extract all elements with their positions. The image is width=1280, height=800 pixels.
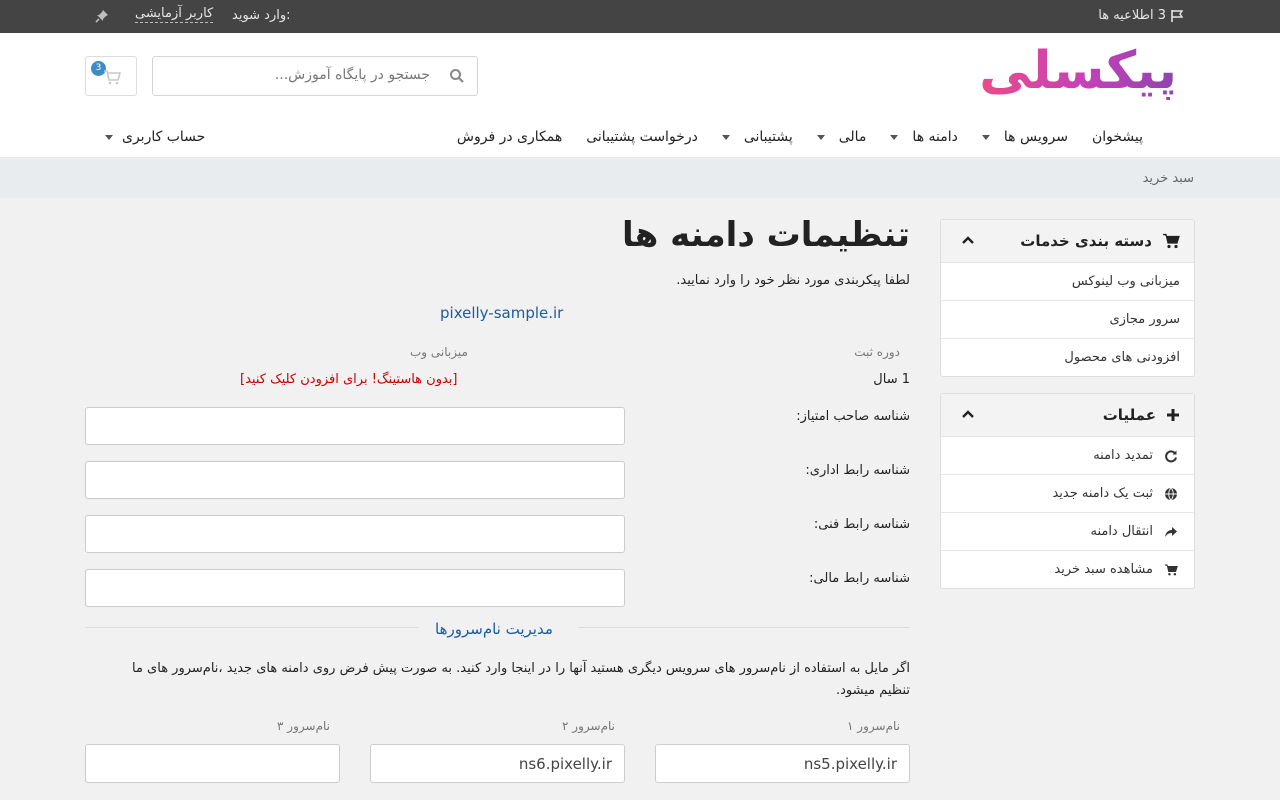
flag-icon: [1170, 9, 1184, 23]
sidebar-item-vps[interactable]: [941, 301, 1194, 339]
admin-contact-id-input[interactable]: [85, 461, 625, 499]
sidebar-item-register-domain[interactable]: [941, 475, 1194, 513]
sidebar-item-label: مشاهده سبد خرید: [1054, 562, 1153, 577]
categories-panel: [940, 219, 1195, 377]
caret-down-icon: [722, 135, 730, 140]
domain-name: pixelly-sample.ir: [440, 304, 564, 322]
sidebar-item-label: انتقال دامنه: [1090, 524, 1153, 539]
nav-item-account[interactable]: [105, 129, 205, 145]
registrant-id-input[interactable]: [85, 407, 625, 445]
caret-down-icon: [105, 135, 113, 140]
nav-label: مالی: [838, 129, 867, 145]
actions-panel: [940, 393, 1195, 589]
nav-item-dashboard[interactable]: [1080, 129, 1155, 145]
nav-label: همکاری در فروش: [456, 129, 563, 145]
nav-item-billing[interactable]: [805, 129, 879, 145]
tech-contact-id-input[interactable]: [85, 515, 625, 553]
chevron-up-icon[interactable]: [961, 409, 975, 419]
nav-label: پیشخوان: [1091, 129, 1143, 145]
ns2-value: ns6.pixelly.ir: [518, 755, 612, 773]
main-nav: [445, 129, 1155, 145]
header: [0, 33, 1280, 158]
nav-label: پشتیبانی: [743, 129, 793, 145]
billing-contact-id-label: شناسه رابط مالی:: [809, 571, 910, 586]
sidebar-item-linux-hosting[interactable]: [941, 263, 1194, 301]
categories-title: دسته بندی خدمات: [1020, 232, 1152, 250]
sidebar-item-label: ثبت یک دامنه جدید: [1052, 486, 1153, 501]
cart-icon: [1162, 233, 1180, 249]
sidebar-item-label: میزبانی وب لینوکس: [1071, 274, 1180, 289]
nav-item-open-ticket[interactable]: [574, 129, 710, 145]
globe-icon: [1164, 487, 1178, 501]
categories-panel-header[interactable]: [941, 220, 1194, 263]
ns2-label: نام‌سرور ۲: [562, 719, 615, 733]
page-subtitle: لطفا پیکربندی مورد نظر خود را وارد نمایید.: [676, 273, 910, 288]
sidebar-item-view-cart[interactable]: [941, 551, 1194, 589]
sidebar-item-label: افزودنی های محصول: [1064, 350, 1180, 365]
nav-label: دامنه ها: [912, 129, 958, 145]
nav-item-affiliates[interactable]: [445, 129, 574, 145]
registrant-id-label: شناسه صاحب امتیاز:: [796, 409, 910, 424]
nav-label: درخواست پشتیبانی: [586, 129, 698, 145]
search-icon: [449, 68, 465, 84]
refresh-icon: [1164, 449, 1178, 463]
share-icon: [1164, 525, 1178, 539]
actions-title: عملیات: [1102, 406, 1156, 424]
chevron-up-icon[interactable]: [961, 235, 975, 245]
nameservers-title: مدیریت نام‌سرورها: [435, 620, 553, 638]
ns1-value: ns5.pixelly.ir: [803, 755, 897, 773]
cart-icon: [103, 69, 121, 85]
nav-label: حساب کاربری: [122, 129, 206, 145]
sidebar-item-label: تمدید دامنه: [1093, 448, 1153, 463]
search-input[interactable]: جستجو در پایگاه آموزش...: [274, 67, 430, 83]
caret-down-icon: [890, 135, 898, 140]
period-label: دوره ثبت: [854, 345, 900, 359]
cart-button[interactable]: [85, 56, 137, 96]
login-user-link[interactable]: کاربر آزمایشی: [135, 6, 214, 21]
logo[interactable]: پیکسلی: [979, 41, 1177, 101]
sidebar-item-transfer-domain[interactable]: [941, 513, 1194, 551]
plus-icon: [1166, 408, 1180, 422]
cart-icon: [1164, 563, 1178, 577]
nameservers-description: اگر مایل به استفاده از نام‌سرور های سرویس دیگری هستید آنها را در اینجا وارد کنید. به صورت پیش فرض روی دامنه های جدید ،نام‌سرور های ما تنظیم میشود.: [132, 661, 910, 698]
ns3-input[interactable]: [85, 744, 340, 783]
top-bar: [0, 0, 1280, 33]
caret-down-icon: [982, 135, 990, 140]
nav-item-domains[interactable]: [878, 129, 969, 145]
sidebar-item-label: سرور مجازی: [1109, 312, 1180, 327]
admin-contact-id-label: شناسه رابط اداری:: [805, 463, 910, 478]
divider: [578, 627, 910, 628]
divider: [85, 627, 418, 628]
ns1-input[interactable]: [655, 744, 910, 783]
notifications-label: 3 اطلاعیه ها: [1098, 8, 1166, 23]
sidebar-item-renew-domain[interactable]: [941, 437, 1194, 475]
login-label: وارد شوید:: [232, 8, 291, 23]
caret-down-icon: [817, 135, 825, 140]
cart-count-badge: 3: [91, 61, 106, 76]
nav-item-support[interactable]: [710, 129, 805, 145]
ns2-input[interactable]: [370, 744, 625, 783]
billing-contact-id-input[interactable]: [85, 569, 625, 607]
search-box[interactable]: [152, 56, 478, 96]
pin-icon[interactable]: [94, 8, 110, 24]
breadcrumb-current: سبد خرید: [1142, 171, 1194, 186]
hosting-label: میزبانی وب: [410, 345, 468, 359]
nav-label: سرویس ها: [1003, 129, 1068, 145]
actions-panel-header[interactable]: [941, 394, 1194, 437]
nav-item-services[interactable]: [970, 129, 1080, 145]
notifications-link[interactable]: [1098, 8, 1184, 23]
tech-contact-id-label: شناسه رابط فنی:: [813, 517, 910, 532]
period-value: 1 سال: [873, 372, 910, 387]
page-title: تنظیمات دامنه ها: [621, 215, 910, 255]
sidebar-item-addons[interactable]: [941, 339, 1194, 377]
ns1-label: نام‌سرور ۱: [847, 719, 900, 733]
add-hosting-link[interactable]: [بدون هاستینگ! برای افزودن کلیک کنید]: [240, 372, 458, 387]
breadcrumb: [0, 159, 1280, 198]
ns3-label: نام‌سرور ۳: [277, 719, 330, 733]
